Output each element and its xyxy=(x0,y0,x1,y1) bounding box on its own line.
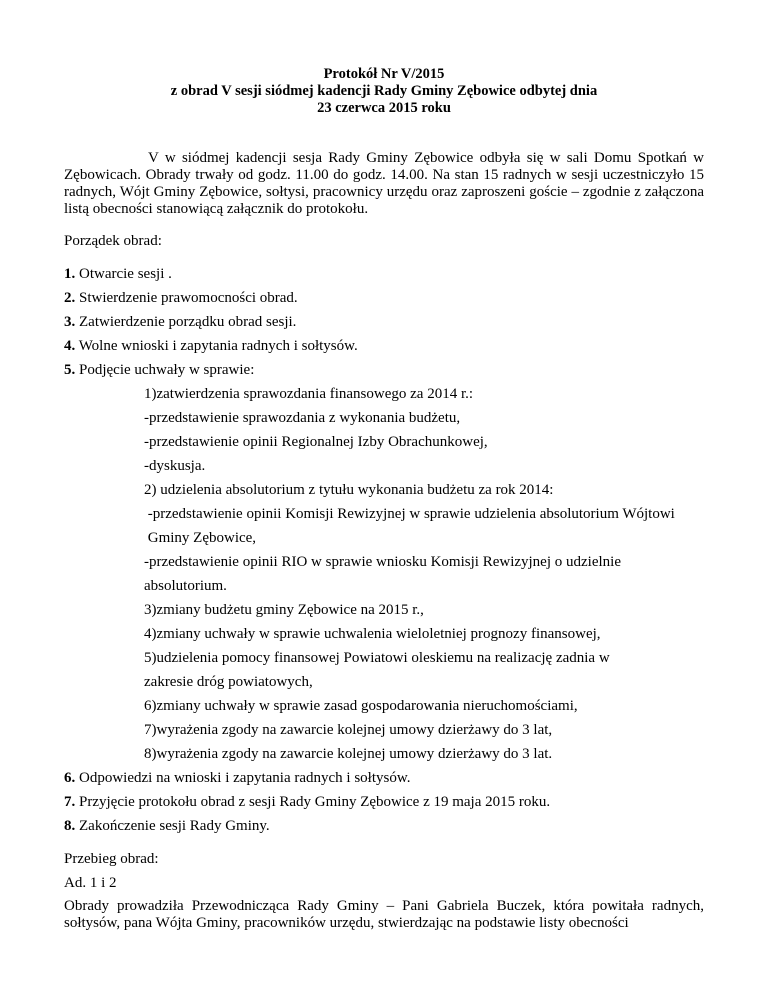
proceedings-paragraph: Obrady prowadziła Przewodnicząca Rady Gminy – Pani Gabriela Buczek, która powitała radnych, sołtysów, pana Wójta Gminy, pracowników urzędu, stwierdzając na podstawie listy obecności xyxy=(64,898,704,931)
agenda-subitem: absolutorium. xyxy=(144,578,227,594)
agenda-subitem: -przedstawienie sprawozdania z wykonania budżetu, xyxy=(144,410,461,426)
agenda-subitem: -przedstawienie opinii Regionalnej Izby Obrachunkowej, xyxy=(144,434,488,450)
agenda-item: 3. Zatwierdzenie porządku obrad sesji. xyxy=(64,314,297,330)
agenda-subitem: 1)zatwierdzenia sprawozdania finansowego za 2014 r.: xyxy=(144,386,474,402)
agenda-subitem: Gminy Zębowice, xyxy=(144,530,257,546)
protocol-subtitle: z obrad V sesji siódmej kadencji Rady Gminy Zębowice odbytej dnia xyxy=(170,83,598,99)
protocol-title: Protokół Nr V/2015 xyxy=(323,66,445,82)
agenda-item: 1. Otwarcie sesji . xyxy=(64,266,172,282)
agenda-item: 2. Stwierdzenie prawomocności obrad. xyxy=(64,290,298,306)
agenda-item: 7. Przyjęcie protokołu obrad z sesji Rady Gminy Zębowice z 19 maja 2015 roku. xyxy=(64,794,551,810)
protocol-date: 23 czerwca 2015 roku xyxy=(317,100,451,116)
agenda-subitem: -przedstawienie opinii RIO w sprawie wniosku Komisji Rewizyjnej o udzielnie xyxy=(144,554,621,570)
intro-text: V w siódmej kadencji sesja Rady Gminy Zębowice odbyła się w sali Domu Spotkań w Zębowicach. Obrady trwały od godz. 11.00 do godz. 14.00. Na stan 15 radnych w sesji uczestniczyło 15 radnych, Wójt Gminy Zębowice, sołtysi, pracownicy urzędu oraz zaproszeni goście – zgodnie z załączona listą obecności stanowiącą załącznik do protokołu. xyxy=(64,150,704,217)
proceedings-heading: Przebieg obrad: xyxy=(64,851,159,867)
ad-heading: Ad. 1 i 2 xyxy=(64,875,117,891)
agenda-subitem: 2) udzielenia absolutorium z tytułu wykonania budżetu za rok 2014: xyxy=(144,482,554,498)
agenda-subitem: -przedstawienie opinii Komisji Rewizyjnej w sprawie udzielenia absolutorium Wójtowi xyxy=(144,506,675,522)
agenda-subitem: 4)zmiany uchwały w sprawie uchwalenia wieloletniej prognozy finansowej, xyxy=(144,626,601,642)
agenda-item: 6. Odpowiedzi na wnioski i zapytania radnych i sołtysów. xyxy=(64,770,411,786)
agenda-subitem: 3)zmiany budżetu gminy Zębowice na 2015 r., xyxy=(144,602,424,618)
agenda-item: 4. Wolne wnioski i zapytania radnych i sołtysów. xyxy=(64,338,358,354)
agenda-subitem: 7)wyrażenia zgody na zawarcie kolejnej umowy dzierżawy do 3 lat, xyxy=(144,722,553,738)
agenda-subitem: 8)wyrażenia zgody na zawarcie kolejnej umowy dzierżawy do 3 lat. xyxy=(144,746,553,762)
agenda-subitem: 5)udzielenia pomocy finansowej Powiatowi oleskiemu na realizację zadnia w xyxy=(144,650,610,666)
agenda-subitem: -dyskusja. xyxy=(144,458,206,474)
agenda-subitem: 6)zmiany uchwały w sprawie zasad gospodarowania nieruchomościami, xyxy=(144,698,578,714)
agenda-item: 5. Podjęcie uchwały w sprawie: xyxy=(64,362,255,378)
agenda-subitem: zakresie dróg powiatowych, xyxy=(144,674,313,690)
agenda-item: 8. Zakończenie sesji Rady Gminy. xyxy=(64,818,270,834)
intro-paragraph xyxy=(64,150,704,218)
agenda-heading: Porządek obrad: xyxy=(64,233,162,249)
